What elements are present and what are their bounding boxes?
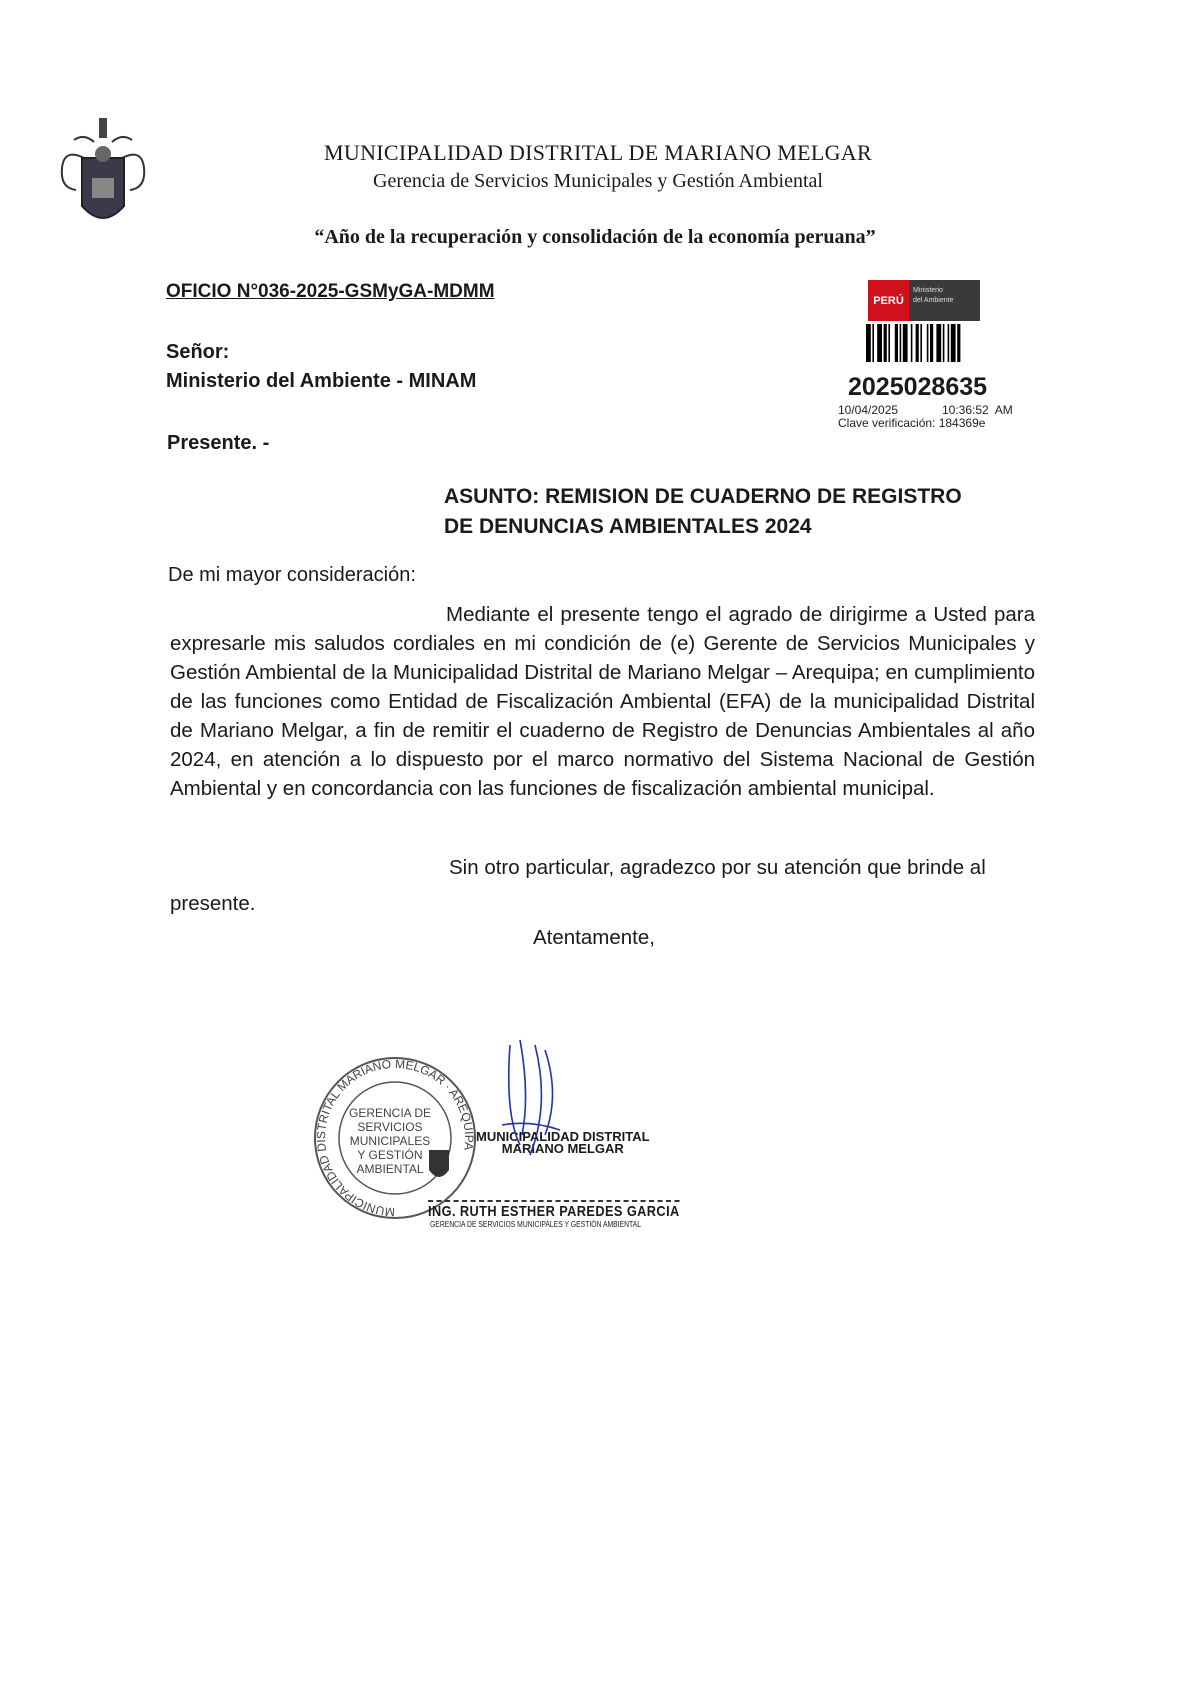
closing-paragraph: Sin otro particular, agradezco por su atención que brinde al presente. [170, 856, 986, 915]
registry-number: 2025028635 [848, 373, 988, 401]
stamp-line: MUNICIPALIDAD DISTRITAL [476, 1129, 650, 1144]
signatory-role: GERENCIA DE SERVICIOS MUNICIPALES Y GESTIÓN AMBIENTAL [430, 1220, 641, 1229]
barcode-bar [930, 324, 933, 362]
ministry-line: del Ambiente [913, 297, 954, 304]
subject-line: ASUNTO: REMISION DE CUADERNO DE REGISTRO [444, 485, 962, 508]
salutation-title: Señor: [166, 341, 230, 363]
barcode-bar [877, 324, 882, 362]
recipient-name: Ministerio del Ambiente - MINAM [166, 370, 477, 392]
barcode-bar [900, 324, 902, 362]
institution-name: MUNICIPALIDAD DISTRITAL DE MARIANO MELGAR [324, 140, 872, 165]
seal-ring-text: MUNICIPALIDAD DISTRITAL MARIANO MELGAR · AREQUIPA [313, 1056, 477, 1220]
sign-off: Atentamente, [533, 926, 655, 949]
barcode-bar [911, 324, 913, 362]
barcode-bar [927, 324, 929, 362]
seal-center-line: SERVICIOS [357, 1120, 423, 1134]
body-paragraph: Mediante el presente tengo el agrado de dirigirme a Usted para expresarle mis saludos cordiales en mi condición de (e) Gerente de Servicios Municipales y Gestión Ambiental de la Municipalidad Distrital de Mariano Melgar – Arequipa; en cumplimiento de las funciones como Entidad de Fiscalización Ambiental (EFA) de la municipalidad Distrital de Mariano Melgar, a fin de remitir el cuaderno de Registro de Denuncias Ambientales al año 2024, en atención a lo dispuesto por el marco normativo del Sistema Nacional de Gestión Ambiental y en concordancia con las funciones de fiscalización ambiental municipal. [170, 603, 1035, 800]
greeting: De mi mayor consideración: [168, 564, 416, 586]
registry-time: 10:36:52 AM [942, 403, 1013, 417]
handwritten-signature [500, 1035, 570, 1170]
stamp-line: MARIANO MELGAR [501, 1141, 624, 1156]
barcode-bar [895, 324, 898, 362]
barcode-bar [866, 324, 871, 362]
registry-datetime [838, 404, 1013, 430]
minam-logo [868, 280, 980, 321]
barcode-bar [948, 324, 950, 362]
barcode-bar [943, 324, 945, 362]
subject [444, 482, 1044, 542]
seal-center-line: AMBIENTAL [356, 1162, 424, 1176]
registry-date: 10/04/2025 [838, 403, 899, 417]
presente-line: Presente. - [167, 432, 270, 454]
barcode-bar [957, 324, 960, 362]
peru-label: PERÚ [868, 280, 909, 321]
ministry-line: Ministerio [913, 287, 943, 294]
signatory-name: ING. RUTH ESTHER PAREDES GARCIA [428, 1200, 680, 1220]
barcode-bar [951, 324, 956, 362]
barcode-bar [916, 324, 919, 362]
barcode-bar [903, 324, 908, 362]
seal-center-line: Y GESTIÓN [357, 1148, 423, 1162]
barcode-bar [920, 324, 922, 362]
document-reference: OFICIO N°036-2025-GSMyGA-MDMM [166, 281, 495, 302]
department-name: Gerencia de Servicios Municipales y Gestión Ambiental [373, 170, 823, 192]
barcode-bar [884, 324, 887, 362]
barcode-bar [872, 324, 874, 362]
seal-center-line: GERENCIA DE [348, 1106, 432, 1120]
barcode-bar [936, 324, 941, 362]
ministry-label [909, 280, 980, 321]
barcode-bar [888, 324, 890, 362]
verification-code: Clave verificación: 184369e [838, 416, 986, 430]
barcode [866, 324, 996, 362]
seal-center-line: MUNICIPALES [349, 1134, 431, 1148]
subject-line: DE DENUNCIAS AMBIENTALES 2024 [444, 515, 812, 538]
year-motto: “Año de la recuperación y consolidación de la economía peruana” [314, 226, 876, 248]
recipient-block [166, 338, 476, 396]
